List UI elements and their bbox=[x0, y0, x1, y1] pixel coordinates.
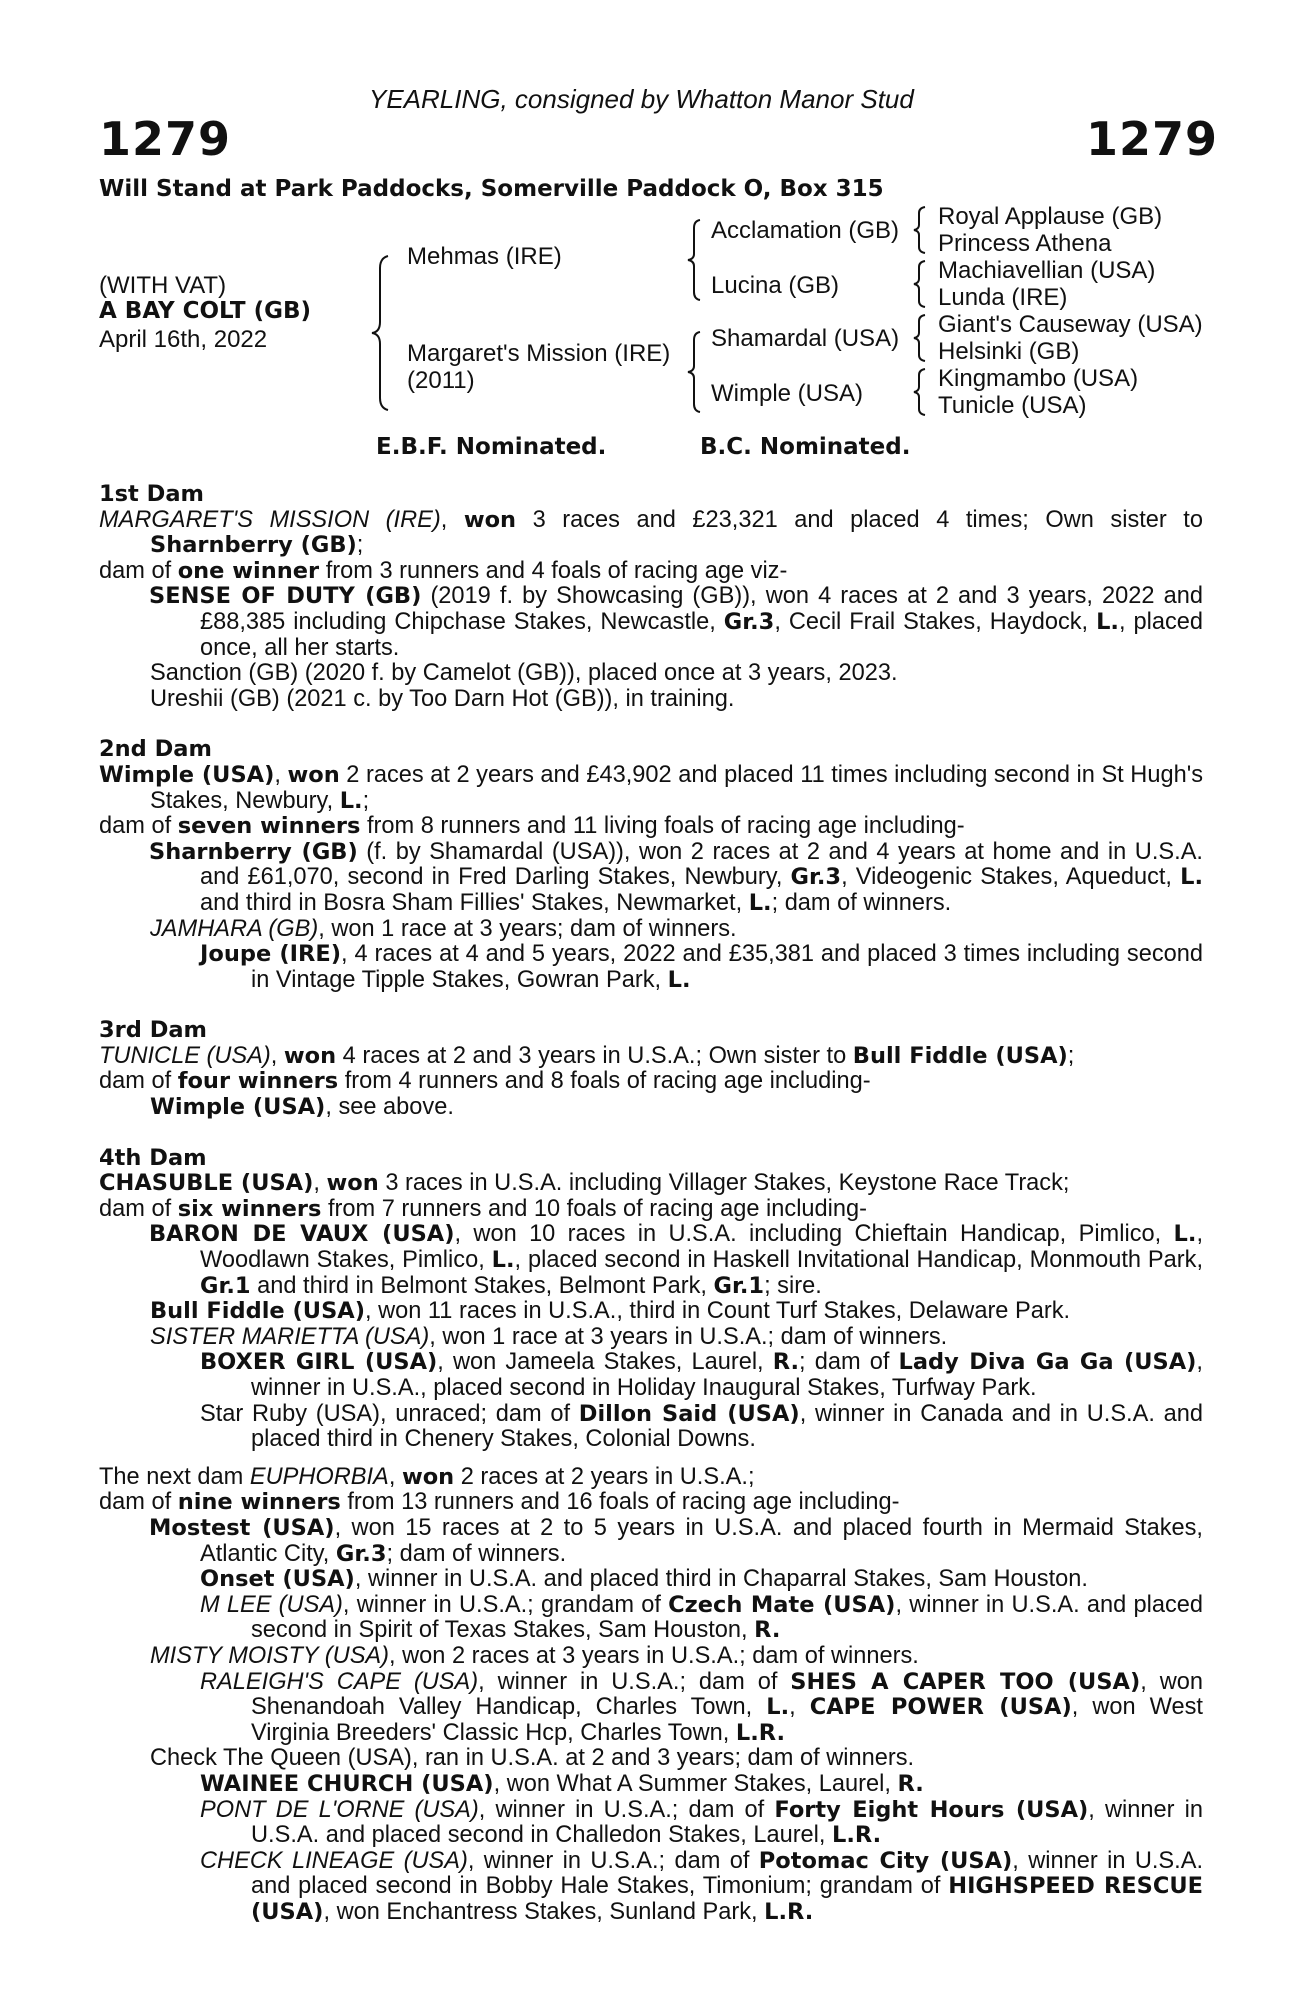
bc-nominated: B.C. Nominated. bbox=[700, 434, 911, 460]
first-dam-produce-3: Ureshii (GB) (2021 c. by Too Darn Hot (GB)), in training. bbox=[150, 685, 735, 712]
first-dam-record: MARGARET'S MISSION (IRE), won 3 races and £23,321 and placed 4 times; Own sister to Sharnberry (GB); bbox=[99, 506, 1203, 559]
lot-number-right: 1279 bbox=[1086, 112, 1219, 166]
pedigree-dds: Kingmambo (USA) bbox=[938, 365, 1139, 392]
first-dam-produce-summary: dam of one winner from 3 runners and 4 foals of racing age viz- bbox=[99, 557, 788, 584]
third-dam-produce-1: Wimple (USA), see above. bbox=[150, 1094, 454, 1121]
third-dam-record: TUNICLE (USA), won 4 races at 2 and 3 years in U.S.A.; Own sister to Bull Fiddle (USA); bbox=[99, 1042, 1075, 1069]
first-dam-produce-2: Sanction (GB) (2020 f. by Camelot (GB)), placed once at 3 years, 2023. bbox=[150, 660, 898, 687]
pedigree-dam-sire: Shamardal (USA) bbox=[711, 325, 900, 352]
horse-dob: April 16th, 2022 bbox=[99, 326, 268, 353]
pedigree-brace-sire bbox=[686, 218, 704, 302]
pedigree-brace-sd bbox=[912, 259, 928, 309]
pedigree-sire: Mehmas (IRE) bbox=[407, 243, 562, 270]
next-dam-produce-1: Mostest (USA), won 15 races at 2 to 5 years in U.S.A. and placed fourth in Mermaid Stakes, Atlantic City, Gr.3; dam of winners. bbox=[149, 1514, 1203, 1567]
third-dam-produce-summary: dam of four winners from 4 runners and 8 foals of racing age including- bbox=[99, 1068, 871, 1095]
next-dam-produce-8: PONT DE L'ORNE (USA), winner in U.S.A.; dam of Forty Eight Hours (USA), winner in U.S.A. and placed second in Challedon Stakes, Laurel, L.R. bbox=[200, 1796, 1203, 1849]
fourth-dam-produce-summary: dam of six winners from 7 runners and 10 foals of racing age including- bbox=[99, 1195, 868, 1222]
second-dam-record: Wimple (USA), won 2 races at 2 years and £43,902 and placed 11 times including second in St Hugh's Stakes, Newbury, L.; bbox=[99, 761, 1203, 814]
next-dam-produce-7: WAINEE CHURCH (USA), won What A Summer Stakes, Laurel, R. bbox=[200, 1770, 924, 1797]
pedigree-dam: Margaret's Mission (IRE) bbox=[407, 340, 671, 367]
next-dam-produce-summary: dam of nine winners from 13 runners and 16 foals of racing age including- bbox=[99, 1489, 900, 1516]
second-dam-heading: 2nd Dam bbox=[99, 736, 212, 763]
pedigree-brace-main bbox=[370, 254, 394, 412]
fourth-dam-produce-4: BOXER GIRL (USA), won Jameela Stakes, Laurel, R.; dam of Lady Diva Ga Ga (USA), winner in U.S.A., placed second in Holiday Inaugural Stakes, Turfway Park. bbox=[200, 1349, 1203, 1401]
vat-note: (WITH VAT) bbox=[99, 272, 227, 299]
second-dam-produce-1: Sharnberry (GB) (f. by Shamardal (USA)), won 2 races at 2 and 4 years at home and in U.S.A. and £61,070, second in Fred Darling Stakes, Newbury, Gr.3, Videogenic Stakes, Aqueduct, L. and third in Bosra Sham Fillies' Stakes, Newmarket, L.; dam of winners. bbox=[149, 838, 1203, 916]
pedigree-sds: Machiavellian (USA) bbox=[938, 257, 1156, 284]
third-dam-heading: 3rd Dam bbox=[99, 1017, 207, 1044]
pedigree-brace-dd bbox=[912, 367, 928, 417]
next-dam-produce-6: Check The Queen (USA), ran in U.S.A. at 2 and 3 years; dam of winners. bbox=[150, 1745, 915, 1772]
pedigree-sss: Royal Applause (GB) bbox=[938, 203, 1163, 230]
fourth-dam-produce-2: Bull Fiddle (USA), won 11 races in U.S.A., third in Count Turf Stakes, Delaware Park. bbox=[150, 1298, 1071, 1325]
family-section bbox=[99, 482, 1203, 1925]
pedigree-ssd: Princess Athena bbox=[938, 230, 1112, 257]
second-dam-produce-2: JAMHARA (GB), won 1 race at 3 years; dam of winners. bbox=[150, 915, 737, 942]
fourth-dam-produce-1: BARON DE VAUX (USA), won 10 races in U.S.A. including Chieftain Handicap, Pimlico, L., Woodlawn Stakes, Pimlico, L., placed second in Haskell Invitational Handicap, Monmouth Park, Gr.1 and third in Belmont Stakes, Belmont Park, Gr.1; sire. bbox=[149, 1221, 1204, 1299]
pedigree-sire-dam: Lucina (GB) bbox=[711, 272, 840, 299]
pedigree-dss: Giant's Causeway (USA) bbox=[938, 311, 1203, 338]
lot-number-left: 1279 bbox=[99, 112, 232, 166]
ebf-nominated: E.B.F. Nominated. bbox=[376, 434, 607, 460]
horse-description: A BAY COLT (GB) bbox=[99, 298, 312, 324]
next-dam-produce-5: RALEIGH'S CAPE (USA), winner in U.S.A.; dam of SHES A CAPER TOO (USA), won Shenandoah Valley Handicap, Charles Town, L., CAPE POWER (USA), won West Virginia Breeders' Classic Hcp, Charles Town, L.R. bbox=[200, 1668, 1203, 1746]
fourth-dam-heading: 4th Dam bbox=[99, 1144, 207, 1171]
pedigree-ddd: Tunicle (USA) bbox=[938, 392, 1087, 419]
fourth-dam-record: CHASUBLE (USA), won 3 races in U.S.A. including Villager Stakes, Keystone Race Track; bbox=[99, 1170, 1070, 1197]
stand-location: Will Stand at Park Paddocks, Somerville Paddock O, Box 315 bbox=[99, 176, 884, 202]
pedigree-dsd: Helsinki (GB) bbox=[938, 338, 1080, 365]
next-dam-record: The next dam EUPHORBIA, won 2 races at 2 years in U.S.A.; bbox=[99, 1463, 755, 1490]
next-dam-produce-2: Onset (USA), winner in U.S.A. and placed third in Chaparral Stakes, Sam Houston. bbox=[200, 1566, 1088, 1593]
fourth-dam-produce-5: Star Ruby (USA), unraced; dam of Dillon Said (USA), winner in Canada and in U.S.A. and placed third in Chenery Stakes, Colonial Downs. bbox=[200, 1400, 1203, 1453]
pedigree-brace-dam bbox=[686, 330, 704, 414]
pedigree-brace-ss bbox=[912, 205, 928, 255]
consignment-heading: YEARLING, consigned by Whatton Manor Stud bbox=[369, 84, 914, 114]
first-dam-heading: 1st Dam bbox=[99, 481, 204, 507]
pedigree-sdd: Lunda (IRE) bbox=[938, 284, 1068, 311]
pedigree-sire-sire: Acclamation (GB) bbox=[711, 217, 900, 244]
fourth-dam-produce-3: SISTER MARIETTA (USA), won 1 race at 3 years in U.S.A.; dam of winners. bbox=[150, 1323, 948, 1350]
pedigree-brace-ds bbox=[912, 313, 928, 363]
first-dam-produce-1: SENSE OF DUTY (GB) (2019 f. by Showcasing (GB)), won 4 races at 2 and 3 years, 2022 and £88,385 including Chipchase Stakes, Newcastle, Gr.3, Cecil Frail Stakes, Haydock, L., placed once, all her starts. bbox=[149, 583, 1203, 661]
pedigree-dam-dam: Wimple (USA) bbox=[711, 380, 864, 407]
next-dam-produce-4: MISTY MOISTY (USA), won 2 races at 3 years in U.S.A.; dam of winners. bbox=[150, 1642, 919, 1669]
next-dam-produce-3: M LEE (USA), winner in U.S.A.; grandam of Czech Mate (USA), winner in U.S.A. and placed second in Spirit of Texas Stakes, Sam Houston, R. bbox=[200, 1591, 1204, 1644]
second-dam-produce-3: Joupe (IRE), 4 races at 4 and 5 years, 2022 and £35,381 and placed 3 times including second in Vintage Tipple Stakes, Gowran Park, L. bbox=[200, 941, 1203, 993]
second-dam-produce-summary: dam of seven winners from 8 runners and 11 living foals of racing age including- bbox=[99, 813, 965, 840]
pedigree-dam-year: (2011) bbox=[407, 367, 475, 394]
next-dam-produce-9: CHECK LINEAGE (USA), winner in U.S.A.; dam of Potomac City (USA), winner in U.S.A. and placed second in Bobby Hale Stakes, Timonium; grandam of HIGHSPEED RESCUE (USA), won Enchantress Stakes, Sunland Park, L.R. bbox=[200, 1847, 1203, 1925]
